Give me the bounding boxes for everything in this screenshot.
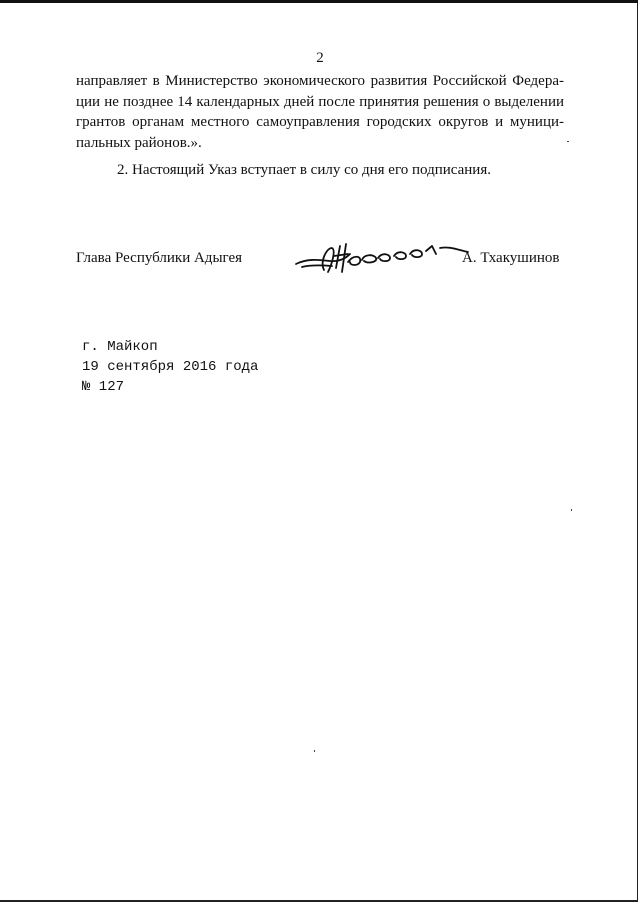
paragraph-1-line: направляет в Министерство экономического развития Российской Федера- bbox=[76, 73, 564, 89]
scan-speck bbox=[567, 141, 569, 142]
issue-details bbox=[82, 337, 258, 397]
scan-edge-top bbox=[0, 0, 638, 3]
signatory-title: Глава Республики Адыгея bbox=[76, 250, 243, 266]
issue-date: 19 сентября 2016 года bbox=[82, 359, 259, 375]
handwritten-signature bbox=[290, 234, 470, 278]
page-number: 2 bbox=[316, 50, 324, 66]
issue-number: № 127 bbox=[82, 379, 125, 395]
issue-place: г. Майкоп bbox=[82, 339, 158, 355]
paragraph-1-line: пальных районов.». bbox=[76, 134, 202, 151]
paragraph-1-line: грантов органам местного самоуправления городских округов и муници- bbox=[76, 114, 564, 130]
paragraph-1 bbox=[76, 71, 564, 153]
signatory-name: А. Тхакушинов bbox=[462, 250, 560, 266]
scan-speck bbox=[314, 750, 315, 752]
paragraph-1-line: ции не позднее 14 календарных дней после принятия решения о выделении bbox=[76, 93, 564, 110]
paragraph-2: 2. Настоящий Указ вступает в силу со дня его подписания. bbox=[117, 162, 491, 178]
scan-speck bbox=[571, 509, 572, 511]
